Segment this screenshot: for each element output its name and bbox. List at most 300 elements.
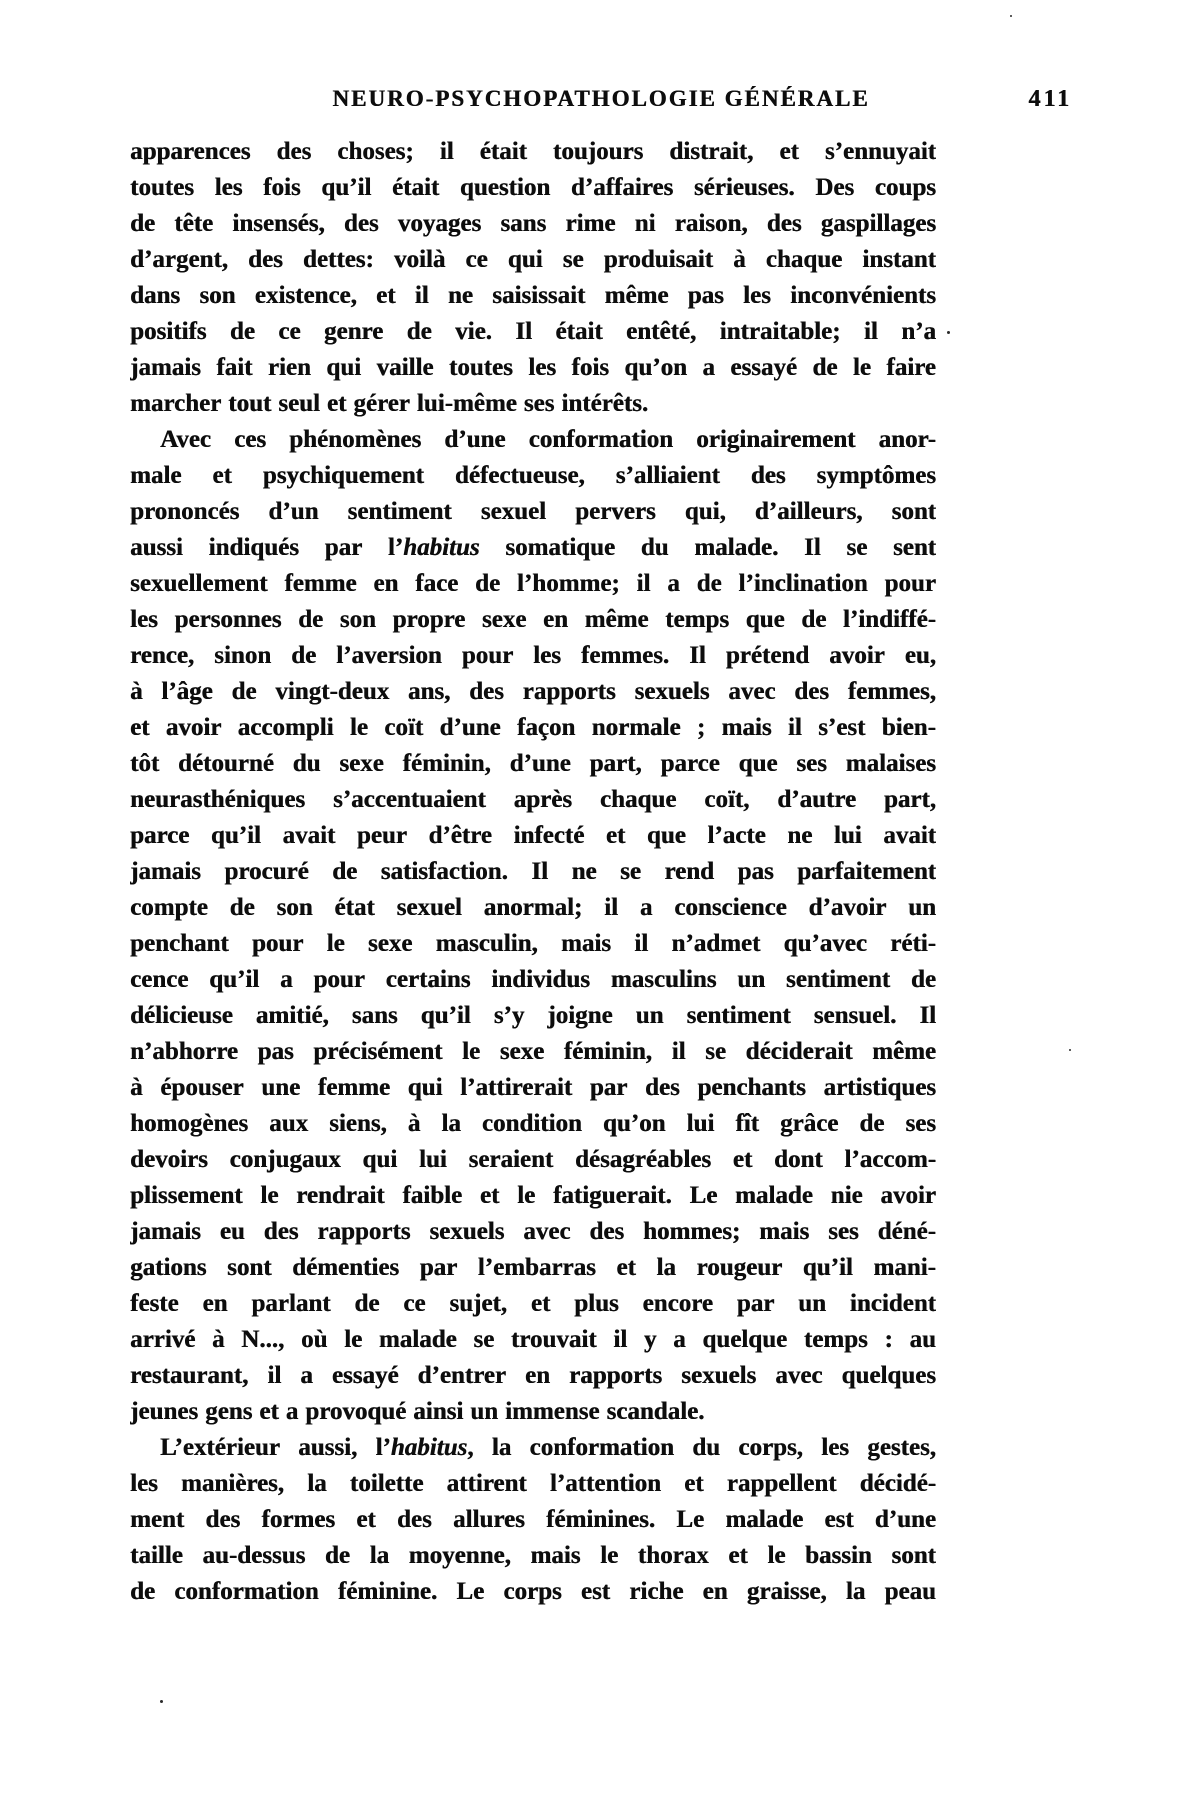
word: sexe [499, 1038, 545, 1065]
word: cence [130, 966, 189, 993]
word: jeunes [130, 1398, 199, 1425]
word: ces [234, 426, 266, 453]
word: l’indiffé- [842, 606, 936, 633]
text-line [130, 350, 936, 386]
word: graisse, [746, 1578, 827, 1605]
word: malade. [694, 534, 779, 561]
word: fait [216, 354, 253, 381]
word: l’âge [161, 678, 213, 705]
word: et [326, 390, 347, 417]
word: avoir [165, 714, 222, 741]
word: tête [174, 210, 214, 237]
word: même [604, 282, 669, 309]
word: a [673, 1326, 686, 1353]
word: l’attention [549, 1470, 661, 1497]
word: pervers [575, 498, 656, 525]
word: s’y [493, 1002, 525, 1029]
word: déciderait [745, 1038, 853, 1065]
word: n’abhorre [130, 1038, 238, 1065]
word: de [354, 1290, 380, 1317]
word: des [794, 678, 829, 705]
word: vaille [376, 354, 434, 381]
word: au-dessus [202, 1542, 306, 1569]
word: pas [257, 1038, 294, 1065]
word: femme [317, 1074, 390, 1101]
word: qu’il [321, 174, 372, 201]
word: devoirs [130, 1146, 208, 1173]
word: ne [447, 282, 473, 309]
word: rappellent [726, 1470, 837, 1497]
word: fatiguerait. [552, 1182, 672, 1209]
word: féminin, [402, 750, 491, 777]
text-line [130, 1214, 936, 1250]
word: penchants [697, 1074, 806, 1101]
word: toutes [130, 174, 194, 201]
word: fois [571, 354, 609, 381]
word: des [248, 246, 283, 273]
word: dont [773, 1146, 823, 1173]
word: d’avoir [808, 894, 887, 921]
word: positifs [130, 318, 207, 345]
word: insensés, [232, 210, 325, 237]
word: phénomènes [289, 426, 422, 453]
word: ce [403, 1290, 426, 1317]
text-line [130, 1502, 936, 1538]
word: rendrait [296, 1182, 385, 1209]
word: coups [874, 174, 936, 201]
word: à [130, 1074, 143, 1101]
word: temps [803, 1326, 868, 1353]
word: psychiquement [262, 462, 424, 489]
word: aux [269, 1110, 309, 1137]
word: peur [356, 822, 407, 849]
word: symptômes [816, 462, 936, 489]
word: il [604, 894, 618, 921]
word: anormal; [483, 894, 583, 921]
word: sinon [214, 642, 272, 669]
word: sexe [481, 606, 527, 633]
word: de [291, 642, 317, 669]
word: choses; [337, 138, 414, 165]
word: de [801, 606, 827, 633]
word: Il [531, 858, 548, 885]
word: ses [523, 390, 555, 417]
word: malade [378, 1326, 457, 1353]
word: l’aversion [336, 642, 442, 669]
word: l’accom- [844, 1146, 936, 1173]
ink-speck [160, 1700, 163, 1703]
word: était [391, 174, 440, 201]
word: gestes, [867, 1434, 936, 1461]
word: sentiment [347, 498, 452, 525]
word: le [326, 930, 345, 957]
word: se [705, 1038, 726, 1065]
word: de [812, 354, 838, 381]
word: s’est [818, 714, 866, 741]
word: par [736, 1290, 775, 1317]
word: et [779, 138, 799, 165]
word: conformation [529, 1434, 674, 1461]
word: l’habitus [387, 534, 480, 561]
word: toilette [349, 1470, 424, 1497]
word: rapports [522, 678, 616, 705]
word: avec [523, 1218, 571, 1245]
word: ainsi [413, 1398, 464, 1425]
word: de [231, 678, 257, 705]
word: féminines. [545, 1506, 656, 1533]
word: sent [892, 534, 936, 561]
word: provoqué [305, 1398, 407, 1425]
word: même [872, 1038, 936, 1065]
text-line [130, 638, 936, 674]
text-line [130, 854, 936, 890]
word: prononcés [130, 498, 240, 525]
word: le [260, 1182, 279, 1209]
word: d’ailleurs, [754, 498, 863, 525]
word: coït, [704, 786, 750, 813]
word: d’une [874, 1506, 936, 1533]
word: rence, [130, 642, 195, 669]
word: Il [803, 534, 821, 561]
word: allures [452, 1506, 525, 1533]
word: que [745, 606, 785, 633]
word: d’affaires [570, 174, 674, 201]
word: à [130, 678, 143, 705]
word: infecté [513, 822, 585, 849]
word: Avec [160, 426, 211, 453]
word: parce [130, 822, 190, 849]
word: sont [227, 1254, 272, 1281]
word: défectueuse, [454, 462, 585, 489]
word: femmes, [847, 678, 936, 705]
word: la [441, 1110, 461, 1137]
text-line [130, 1070, 936, 1106]
word: lui [833, 822, 862, 849]
word: qui [326, 354, 362, 381]
word: faible [402, 1182, 463, 1209]
word: déné- [877, 1218, 936, 1245]
word: du [292, 750, 321, 777]
word: tôt [130, 750, 160, 777]
word: à [407, 1110, 421, 1137]
word: sujet, [449, 1290, 507, 1317]
word: les [214, 174, 243, 201]
word: artistiques [823, 1074, 936, 1101]
text-line [130, 1178, 936, 1214]
word: la [845, 1578, 866, 1605]
word: il [267, 1362, 282, 1389]
word: thorax [637, 1542, 709, 1569]
word: corps, [738, 1434, 803, 1461]
word: plissement [130, 1182, 243, 1209]
word: Le [689, 1182, 718, 1209]
word: voyages [397, 210, 482, 237]
word: réti- [890, 930, 936, 957]
word: distrait, [669, 138, 754, 165]
word: procuré [224, 858, 309, 885]
word: il [671, 1038, 686, 1065]
word: d’être [428, 822, 492, 849]
word: par [589, 1074, 628, 1101]
word: ne [787, 822, 813, 849]
text-line [130, 926, 936, 962]
word: faire [886, 354, 936, 381]
word: le [349, 714, 368, 741]
word: a [285, 1398, 299, 1425]
word: fois [263, 174, 301, 201]
word: Le [676, 1506, 705, 1533]
word: du [640, 534, 669, 561]
word: ni [634, 210, 656, 237]
word: se [473, 1326, 495, 1353]
word: y [643, 1326, 657, 1353]
word: hommes; [643, 1218, 741, 1245]
word: se [620, 858, 641, 885]
word: avoir [880, 1182, 936, 1209]
word: intraitable; [719, 318, 841, 345]
text-line [130, 746, 936, 782]
word: pas [687, 282, 724, 309]
word: et [616, 1254, 636, 1281]
word: de [229, 318, 255, 345]
word: qui [507, 246, 543, 273]
word: et [684, 1470, 704, 1497]
word: son [199, 282, 236, 309]
word: manières, [180, 1470, 284, 1497]
word: somatique [505, 534, 615, 561]
word: intérêts. [561, 390, 649, 417]
word: bien- [881, 714, 936, 741]
word: malade [725, 1506, 804, 1533]
word: parlant [251, 1290, 331, 1317]
word: qu’on [602, 1110, 666, 1137]
word: que [646, 822, 686, 849]
text-line [130, 962, 936, 998]
word: une [261, 1074, 301, 1101]
word: les [130, 606, 158, 633]
word: il [787, 714, 802, 741]
word: il [634, 930, 649, 957]
word: pour [313, 966, 365, 993]
word: le [517, 1182, 536, 1209]
word: instant [862, 246, 936, 273]
word: d’une [444, 426, 506, 453]
word: formes [261, 1506, 335, 1533]
word: épouser [160, 1074, 244, 1101]
word: certains [385, 966, 471, 993]
page-number: 411 [1028, 86, 1072, 112]
text-line [130, 602, 936, 638]
word: femme [284, 570, 357, 597]
word: en [524, 1362, 550, 1389]
word: vingt-deux [275, 678, 390, 705]
word: l’habitus, [375, 1434, 474, 1461]
paragraph-1 [130, 134, 936, 422]
word: part, [589, 750, 642, 777]
word: nie [830, 1182, 863, 1209]
word: un [470, 1398, 499, 1425]
word: penchant [130, 930, 229, 957]
word: dans [130, 282, 181, 309]
word: qui, [684, 498, 726, 525]
text-line [130, 1394, 936, 1430]
word: et [259, 1398, 279, 1425]
text-line [130, 782, 936, 818]
word: que [738, 750, 778, 777]
text-line [130, 710, 936, 746]
word: un [908, 894, 936, 921]
word: de [332, 858, 358, 885]
word: a [300, 1362, 313, 1389]
word: raison, [674, 210, 748, 237]
word: conscience [674, 894, 787, 921]
word: des [396, 1506, 432, 1533]
word: et [732, 1146, 753, 1173]
word: sont [891, 498, 936, 525]
word: a [280, 966, 293, 993]
word: seul [278, 390, 320, 417]
word: du [692, 1434, 720, 1461]
word: d’une [439, 714, 501, 741]
word: mais [560, 930, 611, 957]
word: lui [686, 1110, 715, 1137]
word: de [910, 966, 936, 993]
word: d’argent, [130, 246, 228, 273]
word: arrivé [130, 1326, 196, 1353]
word: taille [130, 1542, 183, 1569]
word: un [798, 1290, 826, 1317]
word: toujours [552, 138, 644, 165]
word: n’a [901, 318, 936, 345]
word: plus [574, 1290, 619, 1317]
text-line [130, 890, 936, 926]
text-line [130, 1286, 936, 1322]
text-line [130, 1322, 936, 1358]
word: ; [696, 714, 706, 741]
word: toutes [448, 354, 513, 381]
word: s’ennuyait [824, 138, 936, 165]
word: le [767, 1542, 786, 1569]
word: féminin, [563, 1038, 652, 1065]
word: qu’on [624, 354, 687, 381]
word: démenties [292, 1254, 400, 1281]
word: et [605, 822, 626, 849]
word: corps [503, 1578, 562, 1605]
word: sexuels [681, 1362, 757, 1389]
word: malade [735, 1182, 813, 1209]
word: joigne [547, 1002, 613, 1029]
word: Il [515, 318, 532, 345]
word: sexuels [634, 678, 710, 705]
word: l’homme; [516, 570, 620, 597]
word: condition [481, 1110, 582, 1137]
word: de [130, 210, 155, 237]
text-line [130, 1574, 936, 1610]
word: peau [884, 1578, 936, 1605]
word: jamais [130, 354, 201, 381]
word: la [656, 1254, 676, 1281]
word: parfaitement [797, 858, 936, 885]
text-line [130, 1430, 936, 1466]
word: qui [407, 1074, 443, 1101]
word: amitié, [255, 1002, 329, 1029]
word: lui [418, 1146, 447, 1173]
page-header-title: NEURO-PSYCHOPATHOLOGIE GÉNÉRALE [332, 86, 870, 111]
word: avec [728, 678, 776, 705]
word: N..., [241, 1326, 285, 1353]
word: et [479, 1182, 500, 1209]
word: seraient [468, 1146, 554, 1173]
text-line [130, 386, 936, 422]
word: les [130, 1470, 158, 1497]
word: il [414, 282, 429, 309]
word: a [702, 354, 715, 381]
word: des [750, 462, 786, 489]
word: apparences [130, 138, 251, 165]
word: saisissait [492, 282, 586, 309]
word: la [307, 1470, 327, 1497]
word: anor- [878, 426, 936, 453]
text-line [130, 674, 936, 710]
word: qu’il [802, 1254, 853, 1281]
word: voilà [393, 246, 446, 273]
word: jamais [130, 1218, 201, 1245]
word: accompli [237, 714, 334, 741]
text-line [130, 566, 936, 602]
word: sexuel [396, 894, 462, 921]
word: conformation [174, 1578, 319, 1605]
word: sensuel. [813, 1002, 897, 1029]
word: masculins [610, 966, 717, 993]
word: chaque [599, 786, 677, 813]
text-line [130, 818, 936, 854]
word: sexuellement [130, 570, 268, 597]
text-line [130, 1142, 936, 1178]
word: à [211, 1326, 225, 1353]
word: à [733, 246, 746, 273]
text-line [130, 242, 936, 278]
word: le [600, 1542, 619, 1569]
word: détourné [177, 750, 274, 777]
word: inconvénients [790, 282, 936, 309]
word: en [702, 1578, 728, 1605]
word: la [491, 1434, 512, 1461]
word: le [462, 1038, 481, 1065]
word: Il [689, 642, 706, 669]
word: quelques [841, 1362, 936, 1389]
word: question [459, 174, 551, 201]
word: femmes. [580, 642, 670, 669]
word: mais [721, 714, 772, 741]
word: gaspillages [820, 210, 936, 237]
word: propre [392, 606, 466, 633]
word: et [376, 282, 396, 309]
word: produisait [603, 246, 713, 273]
text-line [130, 1106, 936, 1142]
word: sans [351, 1002, 398, 1029]
word: eu [219, 1218, 245, 1245]
word: personnes [174, 606, 282, 633]
word: sexe [367, 930, 413, 957]
word: gations [130, 1254, 207, 1281]
word: gens [205, 1398, 253, 1425]
word: sont [891, 1542, 936, 1569]
word: tout [228, 390, 272, 417]
word: masculin, [435, 930, 538, 957]
word: le [852, 354, 871, 381]
text-line [130, 278, 936, 314]
word: précisément [313, 1038, 443, 1065]
